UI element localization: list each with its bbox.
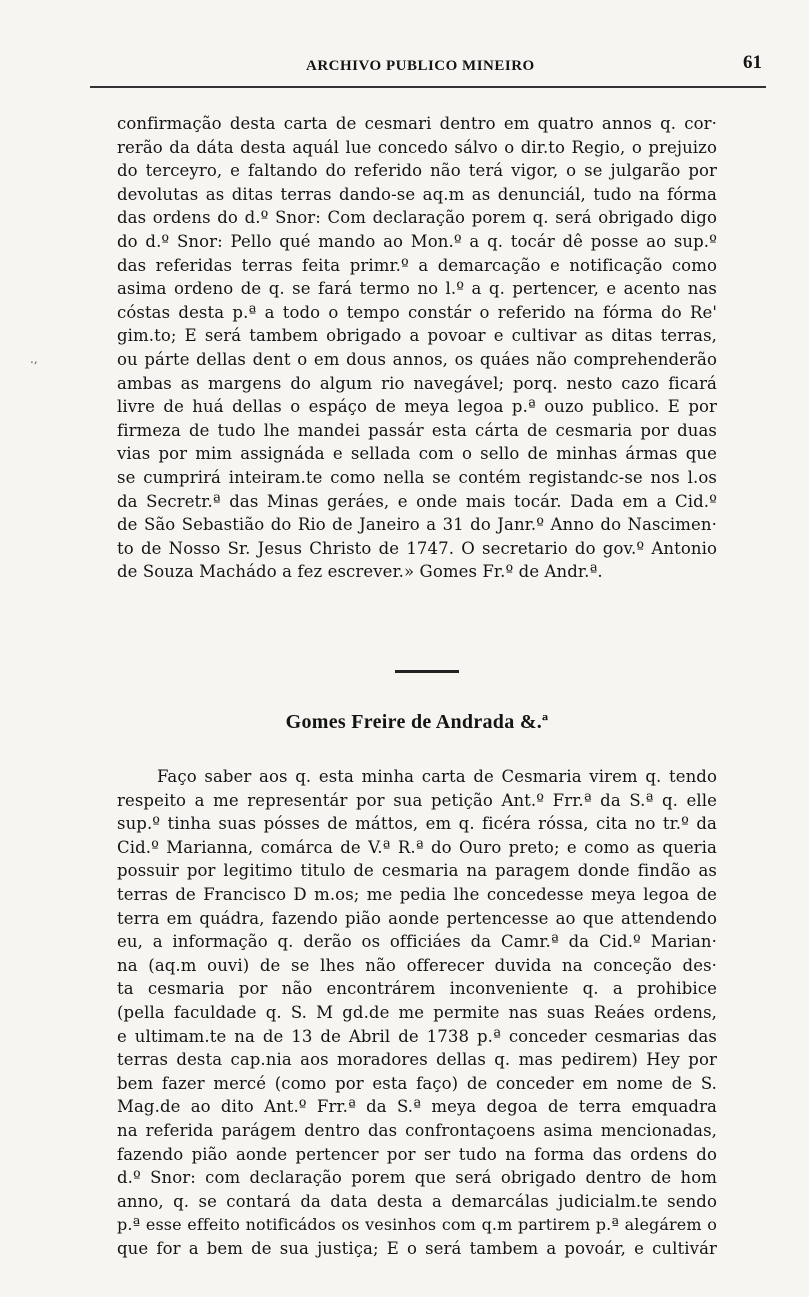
text-line: Faço saber aos q. esta minha carta de Cesmaria virem q. tendo (157, 767, 717, 786)
text-line: confirmação desta carta de cesmari dentro em quatro annos q. cor· (117, 114, 717, 133)
page-number: 61 (743, 52, 762, 73)
text-line: (pella faculdade q. S. M gd.de me permite nas suas Reáes ordens, (117, 1002, 717, 1022)
text-line: Mag.de ao dito Ant.º Frr.ª da S.ª meya degoa de terra emquadra (117, 1097, 717, 1117)
text-line: ta cesmaria por não encontrárem inconveniente q. a prohibice (117, 979, 717, 999)
text-line: bem fazer mercé (como por esta faço) de conceder em nome de S. (117, 1073, 717, 1093)
text-line: p.ª esse effeito notificádos os vesinhos com q.m partirem p.ª alegárem o (117, 1215, 717, 1235)
text-line: de Souza Machádo a fez escrever.» Gomes Fr.º de Andr.ª. (117, 562, 603, 582)
text-line: gim.to; E será tambem obrigado a povoar e cultivar as ditas terras, (117, 326, 717, 346)
text-line: terras de Francisco D m.os; me pedia lhe concedesse meya legoa de (117, 884, 717, 904)
running-title: ARCHIVO PUBLICO MINEIRO (306, 58, 535, 74)
text-line: do terceyro, e faltando do referido não terá vigor, o se julgarão por (117, 161, 717, 181)
text-line: vias por mim assignáda e sellada com o sello de minhas ármas que (117, 444, 717, 464)
text-line: de São Sebastião do Rio de Janeiro a 31 do Janr.º Anno do Nascimen· (117, 515, 717, 535)
text-line: Cid.º Marianna, comárca de V.ª R.ª do Ouro preto; e como as queria (117, 837, 717, 857)
text-line: fazendo pião aonde pertencer por ser tudo na forma das ordens do (117, 1144, 717, 1164)
text-line: ambas as margens do algum rio navegável; porq. nesto cazo ficará (117, 373, 717, 393)
text-line: da Secretr.ª das Minas geráes, e onde mais tocár. Dada em a Cid.º (117, 491, 717, 511)
text-line: anno, q. se contará da data desta a demarcálas judicialm.te sendo (117, 1191, 717, 1211)
running-head (90, 52, 770, 82)
text-line: e ultimam.te na de 13 de Abril de 1738 p.ª conceder cesmarias das (117, 1026, 717, 1046)
text-line: terra em quádra, fazendo pião aonde pertencesse ao que attendendo (117, 908, 717, 928)
text-line: asima ordeno de q. se fará termo no l.º a q. pertencer, e acento nas (117, 279, 717, 299)
text-line: das ordens do d.º Snor: Com declaração porem q. será obrigado digo (117, 208, 717, 228)
text-line: das referidas terras feita primr.º a demarcação e notificação como (117, 255, 717, 275)
text-line: respeito a me representár por sua petição Ant.º Frr.ª da S.ª q. elle (117, 790, 717, 810)
text-line: ou párte dellas dent o em dous annos, os quáes não comprehenderão (117, 349, 717, 369)
text-line: to de Nosso Sr. Jesus Christo de 1747. O secretario do gov.º Antonio (117, 538, 717, 558)
text-line: d.º Snor: com declaração porem que será obrigado dentro de hom (117, 1168, 717, 1188)
text-line: do d.º Snor: Pello qué mando ao Mon.º a q. tocár dê posse ao sup.º (117, 231, 717, 251)
paragraph-2 (117, 765, 717, 1260)
text-line: rerão da dáta desta aquál lue concedo sálvo o dir.to Regio, o prejuizo (117, 137, 717, 157)
text-line: na referida parágem dentro das confrontaçoens asima mencionadas, (117, 1120, 717, 1140)
text-line: terras desta cap.nia aos moradores dellas q. mas pedirem) Hey por (117, 1050, 717, 1070)
text-line: que for a bem de sua justiça; E o será tambem a povoár, e cultivár (117, 1238, 717, 1258)
text-line: sup.º tinha suas pósses de máttos, em q. ficéra róssa, cita no tr.º da (117, 814, 717, 834)
margin-mark: ., (30, 352, 38, 366)
text-line: se cumprirá inteiram.te como nella se contém registandc-se nos l.os (117, 467, 717, 487)
paragraph-1 (117, 112, 717, 584)
text-line: devolutas as ditas terras dando-se aq.m as denunciál, tudo na fórma (117, 184, 717, 204)
section-heading: Gomes Freire de Andrada &.ª (285, 711, 549, 733)
text-line: na (aq.m ouvi) de se lhes não offerecer duvida na conceção des· (117, 955, 717, 975)
text-line: eu, a informação q. derão os officiáes da Camr.ª da Cid.º Marian· (117, 932, 717, 952)
text-line: livre de huá dellas o espáço de meya legoa p.ª ouzo publico. E por (117, 397, 717, 417)
text-line: cóstas desta p.ª a todo o tempo constár o referido na fórma do Re' (117, 302, 717, 322)
section-divider (395, 670, 459, 673)
header-rule (90, 86, 766, 88)
text-line: firmeza de tudo lhe mandei passár esta cárta de cesmaria por duas (117, 420, 717, 440)
text-line: possuir por legitimo titulo de cesmaria na paragem donde findão as (117, 861, 717, 881)
